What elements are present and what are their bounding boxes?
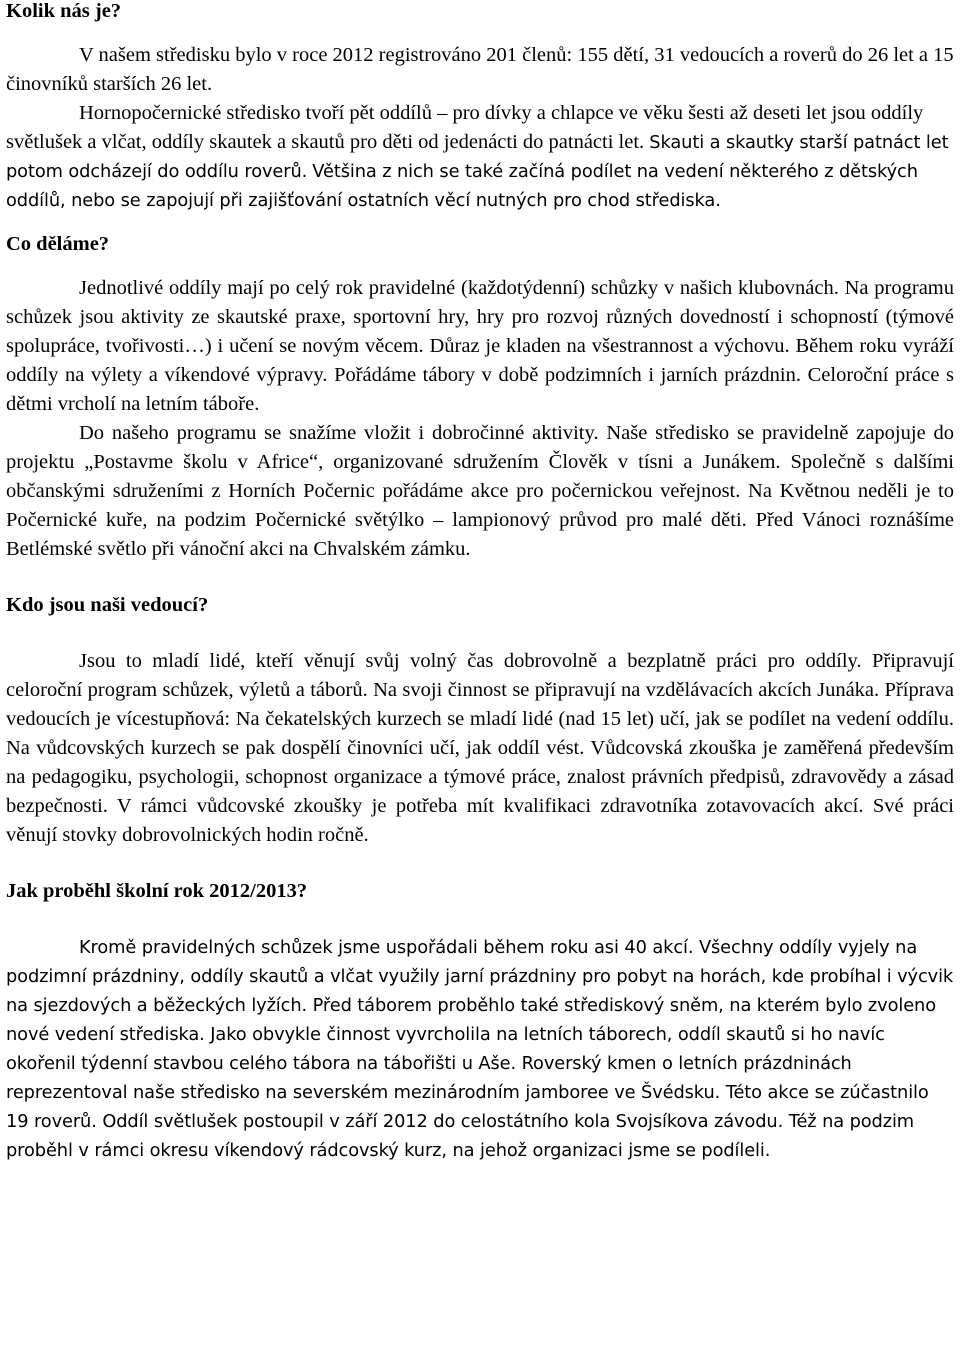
document-page [6,0,954,1165]
spacer [6,564,954,591]
text-rovers-sentence: Skauti a skautky starší patnáct let potom odcházejí do oddílu roverů. [6,132,949,182]
spacer [6,850,954,877]
heading-skolni-rok: Jak proběhl školní rok 2012/2013? [6,880,308,902]
spacer [6,259,954,274]
heading-co-delame: Co děláme? [6,233,110,255]
spacer [6,620,954,647]
paragraph-membership: V našem středisku bylo v roce 2012 registrováno 201 členů: 155 dětí, 31 vedoucích a roverů do 26 let a 15 činovníků starších 26 let. [6,44,954,95]
spacer [6,26,954,41]
heading-kolik-nas-je: Kolik nás je? [6,0,122,22]
paragraph-units [6,99,954,215]
heading-kdo-jsou-nasi-vedouci: Kdo jsou naši vedoucí? [6,594,209,616]
paragraph-charity: Do našeho programu se snažíme vložit i dobročinné aktivity. Naše středisko se pravidelně zapojuje do projektu „Postavme školu v Africe“, organizované sdružením Člověk v tísni a Junákem. Společně s dalšími občanskými sdruženími z Horních Počernic pořádáme akce pro počernickou veřejnost. Na Květnou neděli je to Počernické kuře, na podzim Počernické světýlko – lampionový průvod pro malé děti. Před Vánoci roznášíme Betlémské světlo při vánoční akci na Chvalském zámku. [6,422,954,560]
paragraph-leaders: Jsou to mladí lidé, kteří věnují svůj volný čas dobrovolně a bezplatně práci pro oddíly. Připravují celoroční program schůzek, výletů a táborů. Na svoji činnost se připravují na vzdělávacích akcích Junáka. Příprava vedoucích je vícestupňová: Na čekatelských kurzech se mladí lidé (nad 15 let) učí, jak se podílet na vedení oddílu. Na vůdcovských kurzech se pak dospělí činovníci učí, jak oddíl vést. Vůdcovská zkouška je zaměřená především na pedagogiku, psychologii, schopnost organizace a týmové práce, znalost právních předpisů, zdravovědy a zásad bezpečnosti. V rámci vůdcovské zkoušky je potřeba mít kvalifikaci zdravotníka zotavovacích akcí. Své práci věnují stovky dobrovolnických hodin ročně. [6,650,954,846]
text-units-rest: Většina z nich se také začíná podílet na vedení některého z dětských oddílů, nebo se zapojují při zajišťování ostatních věcí nutných pro chod střediska. [6,161,918,211]
paragraph-school-year: Kromě pravidelných schůzek jsme uspořádali během roku asi 40 akcí. Všechny oddíly vyjely na podzimní prázdniny, oddíly skautů a vlčat využily jarní prázdniny pro pobyt na horách, kde probíhal i výcvik na sjezdových a běžeckých lyžích. Před táborem proběhlo také střediskový sněm, na kterém bylo zvoleno nové vedení střediska. Jako obvykle činnost vyvrcholila na letních táborech, oddíl skautů si ho navíc okořenil týdenní stavbou celého tábora na tábořišti u Aše. Roverský kmen o letních prázdninách reprezentoval naše středisko na severském mezinárodním jamboree ve Švédsku. Této akce se zúčastnilo 19 roverů. Oddíl světlušek postoupil v září 2012 do celostátního kola Svojsíkova závodu. Též na podzim proběhl v rámci okresu víkendový rádcovský kurz, na jehož organizaci jsme se podíleli. [6,937,954,1161]
spacer [6,906,954,933]
paragraph-activities: Jednotlivé oddíly mají po celý rok pravidelné (každotýdenní) schůzky v našich klubovnách. Na programu schůzek jsou aktivity ze skautské praxe, sportovní hry, hry pro rozvoj různých dovedností i schopností (týmové spolupráce, tvořivosti…) i učení se novým věcem. Důraz je kladen na všestrannost a výchovu. Během roku vyráží oddíly na výlety a víkendové výpravy. Pořádáme tábory v době podzimních i jarních prázdnin. Celoroční práce s dětmi vrcholí na letním táboře. [6,277,954,415]
text-units-intro: Hornopočernické středisko tvoří pět oddílů – pro dívky a chlapce ve věku šesti až deseti let jsou oddíly světlušek a vlčat, oddíly skautek a skautů pro děti od jedenácti do patnácti let. [6,102,924,153]
spacer [6,215,954,230]
